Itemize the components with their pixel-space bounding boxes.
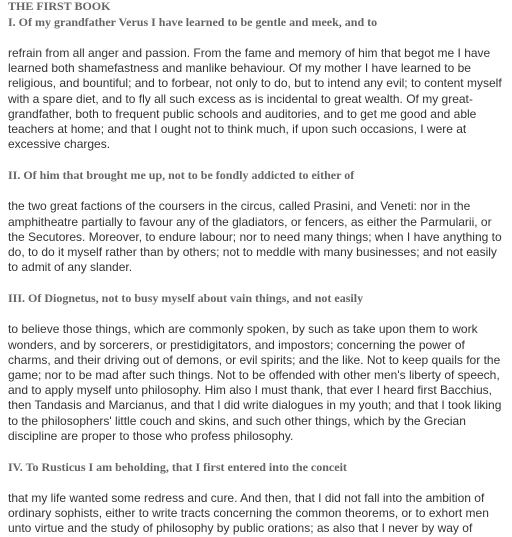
book-title: THE FIRST BOOK <box>8 0 111 13</box>
section-paragraph: refrain from all anger and passion. From the fame and memory of him that begot me I have learned both shamefastness and manlike behaviour. Of my mother I have learned to be religious, and bountiful; and to forbear, not only to do, but to intend any evil; to content myself with a spare diet, and to fly all such excess as is incidental to great wealth. Of my great-grandfather, both to frequent public schools and auditories, and to get me good and able teachers at home; and that I ought not to think much, if upon such occasions, I were at excessive charges. <box>8 46 502 152</box>
document-page <box>8 0 504 537</box>
section-1 <box>8 15 504 152</box>
section-heading: I. Of my grandfather Verus I have learned to be gentle and meek, and to <box>8 15 378 29</box>
section-paragraph: to believe those things, which are commonly spoken, by such as take upon them to work wonders, and by sorcerers, or prestidigitators, and impostors; concerning the power of charms, and their driving out of demons, or evil spirits; and the like. Not to keep quails for the game; nor to be mad after such things. Not to be offended with other men's liberty of speech, and to apply myself unto philosophy. Him also I must thank, that ever I heard first Bacchius, then Tandasis and Marcianus, and that I did write dialogues in my youth; and that I took liking to the philosophers' little couch and skins, and such other things, which by the Grecian discipline are proper to those who profess philosophy. <box>8 322 502 443</box>
section-paragraph: the two great factions of the coursers in the circus, called Prasini, and Veneti: nor in the amphitheatre partially to favour any of the gladiators, or fencers, as either the Parmularii, or the Secutores. Moreover, to endure labour; nor to need many things; when I have anything to do, to do it myself rather than by others; not to meddle with many businesses; and not easily to admit of any slander. <box>8 199 502 275</box>
section-4 <box>8 460 504 537</box>
section-heading: IV. To Rusticus I am beholding, that I first entered into the conceit <box>8 460 347 475</box>
section-heading: II. Of him that brought me up, not to be fondly addicted to either of <box>8 168 355 183</box>
section-2 <box>8 168 504 275</box>
section-paragraph: that my life wanted some redress and cure. And then, that I did not fall into the ambition of ordinary sophists, either to write tracts concerning the common theorems, or to exhort men unto virtue and the study of philosophy by public orations; as also that I never by way of <box>8 491 489 536</box>
section-3 <box>8 291 504 444</box>
section-heading: III. Of Diognetus, not to busy myself about vain things, and not easily <box>8 291 364 306</box>
